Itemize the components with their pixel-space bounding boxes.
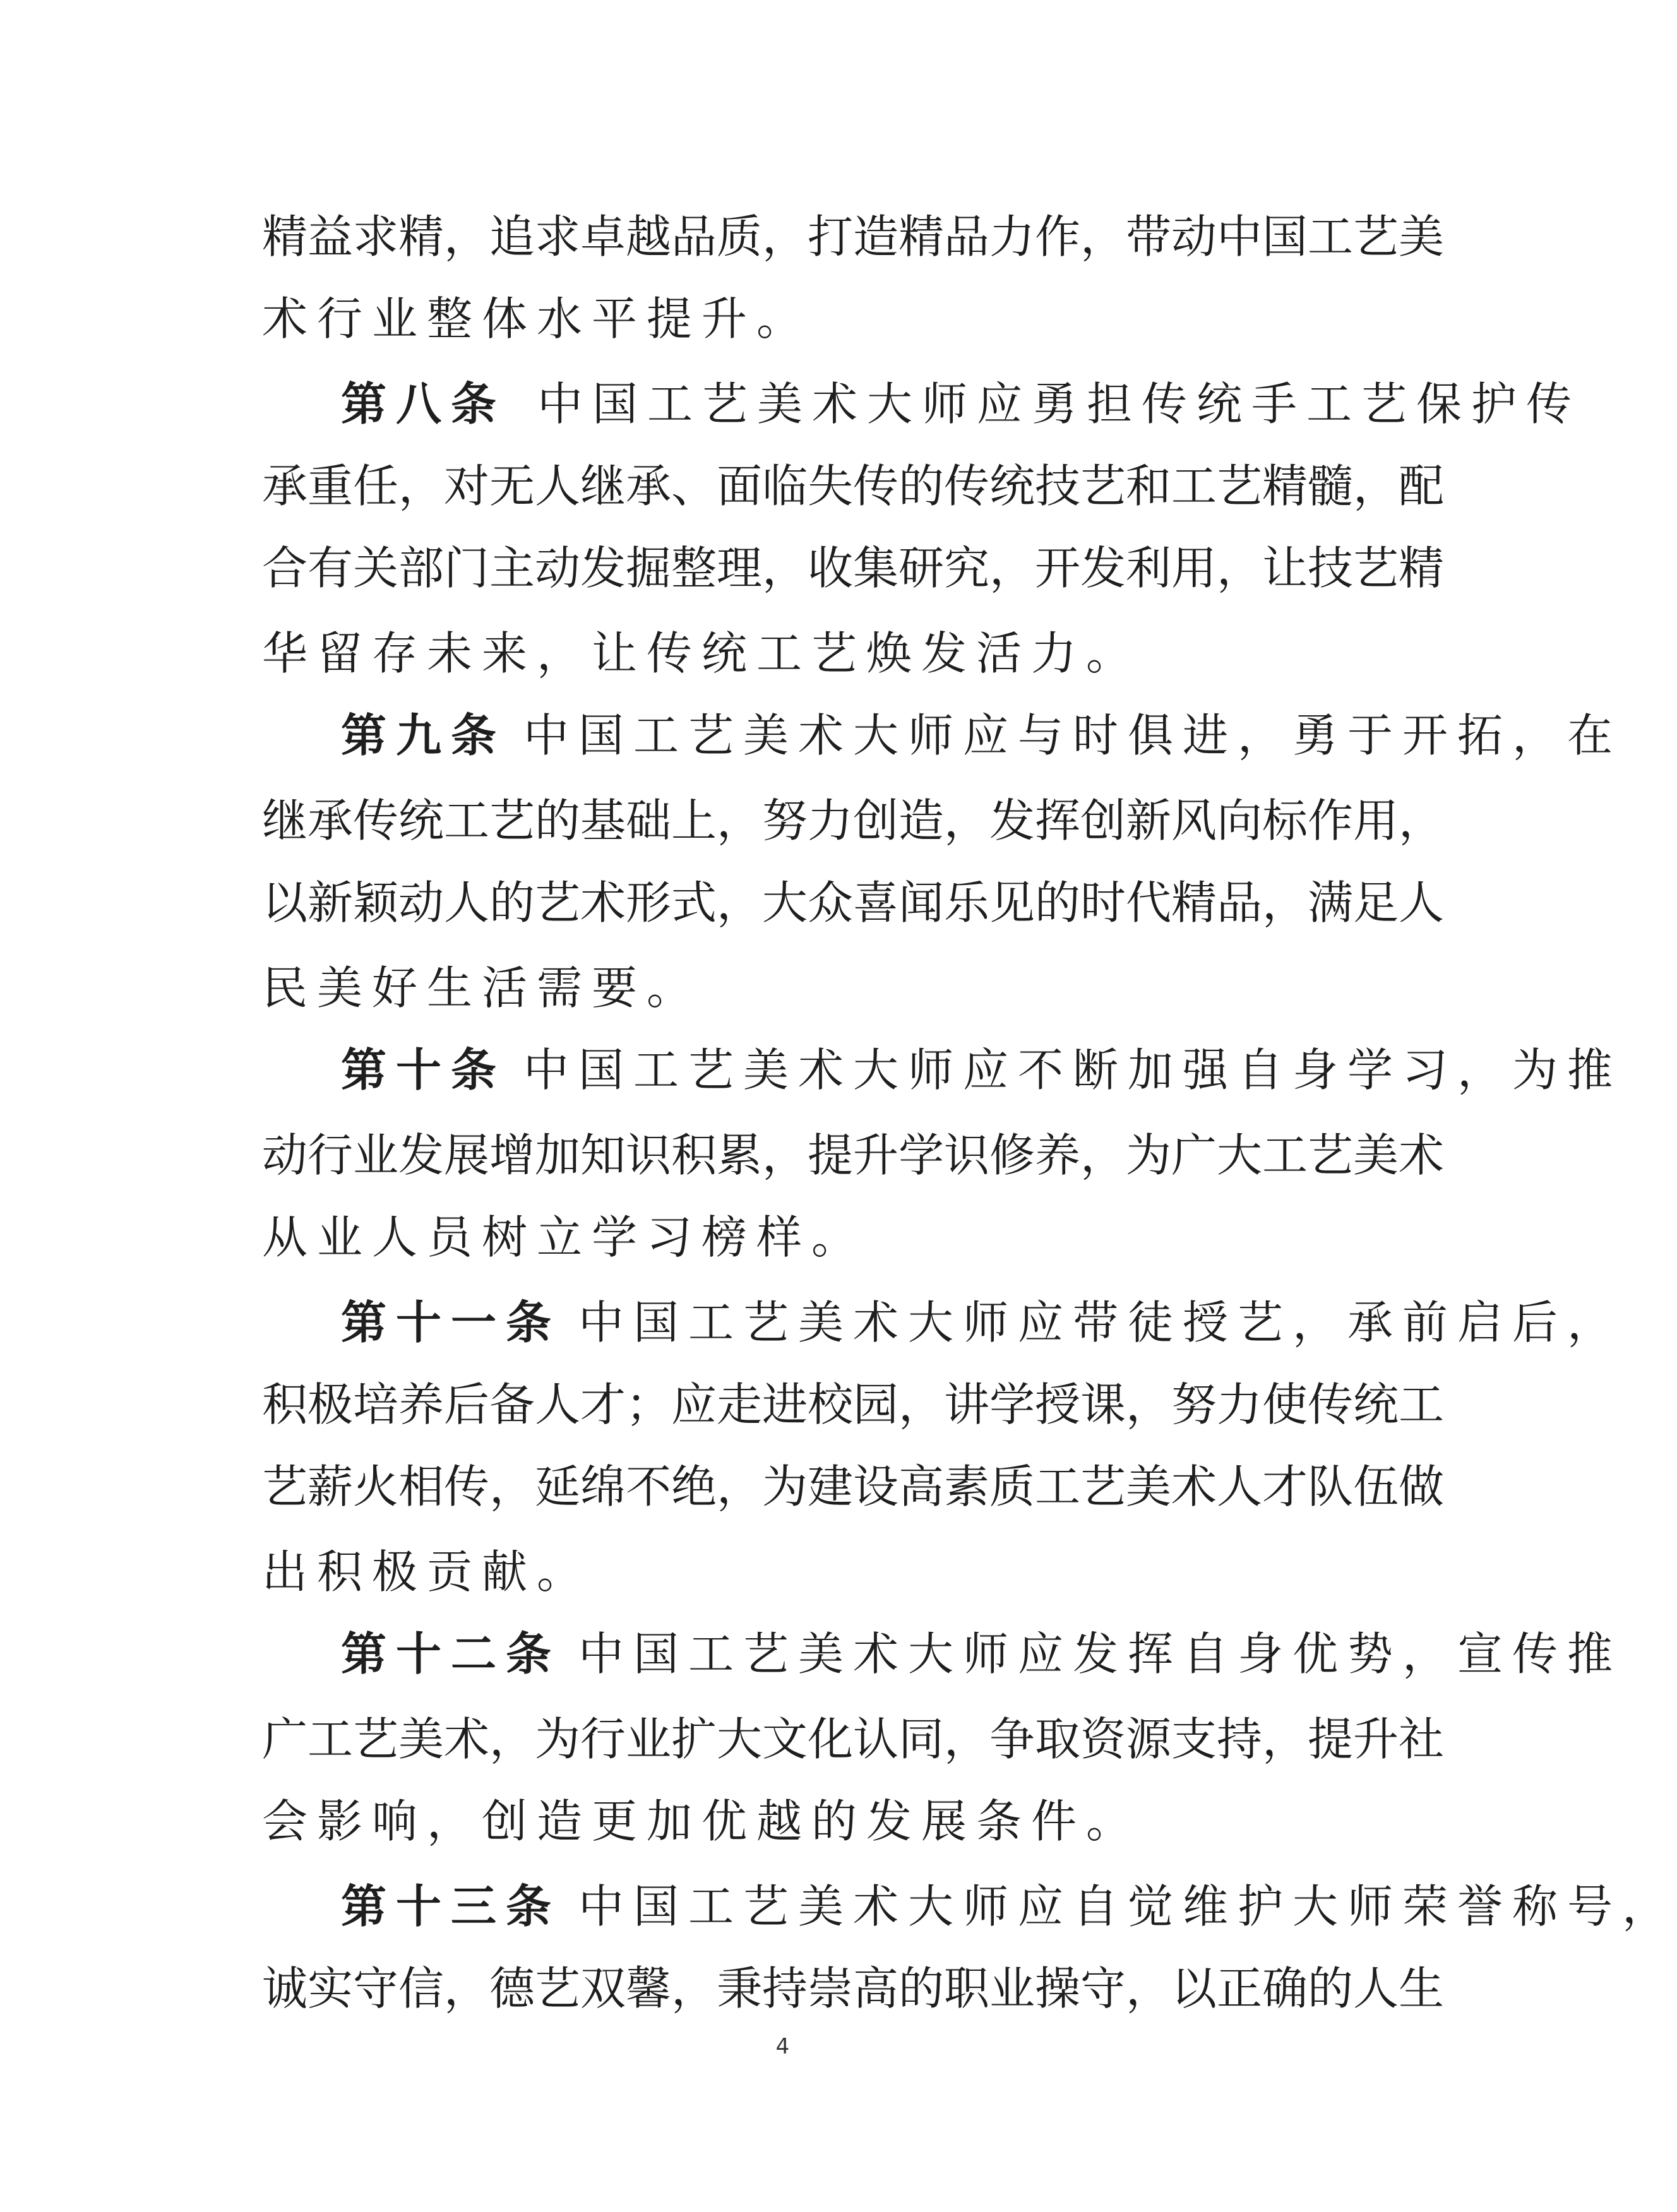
page-number: 4 (775, 2034, 790, 2059)
article-heading: 第十二条 (341, 1627, 561, 1680)
article-text: 中国工艺美术大师应不断加强自身学习，为推 (523, 1044, 1623, 1097)
article-8-first-line (341, 369, 1582, 439)
article-heading: 第十三条 (341, 1879, 561, 1933)
article-text: 中国工艺美术大师应勇担传统手工艺保护传 (537, 378, 1582, 431)
paragraph-line: 出积极贡献。 (262, 1545, 592, 1598)
article-heading: 第十条 (341, 1043, 506, 1097)
paragraph-line: 广工艺美术，为行业扩大文化认同，争取资源支持，提升社 (262, 1713, 1445, 1766)
paragraph-line: 合有关部门主动发掘整理，收集研究，开发利用，让技艺精 (262, 542, 1445, 595)
paragraph-line: 华留存未来，让传统工艺焕发活力。 (262, 627, 1142, 680)
article-text: 中国工艺美术大师应发挥自身优势，宣传推 (578, 1627, 1623, 1680)
article-text: 中国工艺美术大师应自觉维护大师荣誉称号， (578, 1880, 1677, 1933)
paragraph-line: 术行业整体水平提升。 (262, 292, 812, 345)
article-heading: 第十一条 (341, 1295, 561, 1349)
paragraph-line: 承重任，对无人继承、面临失传的传统技艺和工艺精髓，配 (262, 460, 1445, 513)
paragraph-line: 以新颖动人的艺术形式，大众喜闻乐见的时代精品，满足人 (262, 876, 1445, 929)
paragraph-line: 民美好生活需要。 (262, 961, 702, 1014)
paragraph-line: 精益求精，追求卓越品质，打造精品力作，带动中国工艺美 (262, 210, 1445, 263)
paragraph-line: 艺薪火相传，延绵不绝，为建设高素质工艺美术人才队伍做 (262, 1460, 1445, 1513)
article-heading: 第九条 (341, 708, 506, 762)
article-text: 中国工艺美术大师应带徒授艺，承前启后， (578, 1296, 1623, 1349)
paragraph-line: 积极培养后备人才；应走进校园，讲学授课，努力使传统工 (262, 1378, 1445, 1431)
article-heading: 第八条 (341, 377, 506, 431)
paragraph-line: 继承传统工艺的基础上，努力创造，发挥创新风向标作用， (262, 794, 1445, 847)
article-12-first-line (341, 1619, 1623, 1689)
paragraph-line: 诚实守信，德艺双馨，秉持崇高的职业操守，以正确的人生 (262, 1962, 1445, 2015)
paragraph-line: 从业人员树立学习榜样。 (262, 1211, 867, 1264)
article-10-first-line (341, 1035, 1623, 1105)
paragraph-line: 动行业发展增加知识积累，提升学识修养，为广大工艺美术 (262, 1129, 1445, 1182)
article-text: 中国工艺美术大师应与时俱进，勇于开拓，在 (523, 709, 1623, 762)
article-9-first-line (341, 701, 1623, 770)
article-11-first-line (341, 1288, 1623, 1357)
article-13-first-line (341, 1872, 1677, 1941)
paragraph-line: 会影响，创造更加优越的发展条件。 (262, 1795, 1142, 1848)
